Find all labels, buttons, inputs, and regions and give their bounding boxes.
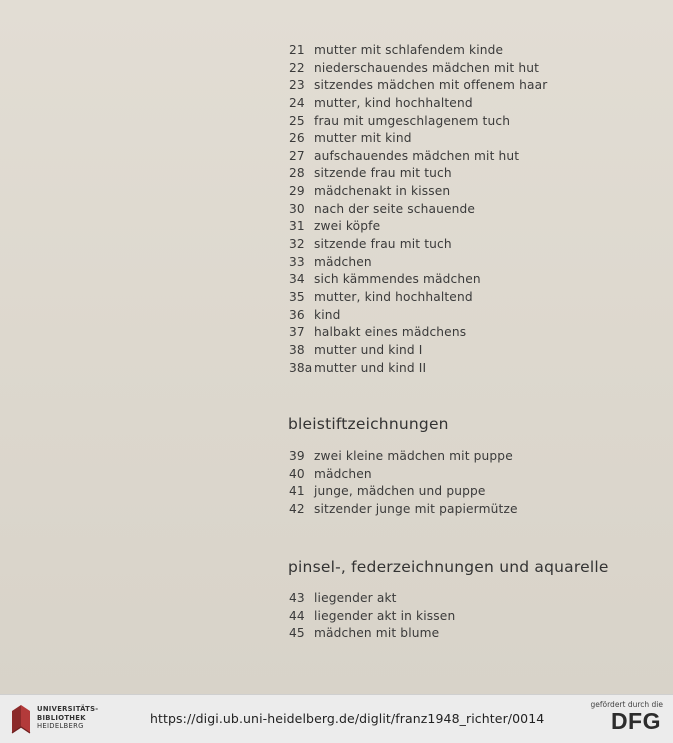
catalog-number: 24 [289, 95, 305, 110]
catalog-number: 35 [289, 289, 305, 304]
catalog-entry [289, 342, 547, 360]
catalog-number: 32 [289, 237, 305, 252]
library-seal-icon [8, 703, 34, 735]
catalog-title: niederschauendes mädchen mit hut [314, 60, 540, 75]
catalog-entry [289, 95, 547, 113]
catalog-number: 39 [289, 449, 305, 463]
catalog-entry [289, 625, 455, 643]
catalog-number: 34 [289, 272, 305, 287]
catalog-entry [289, 60, 547, 78]
catalog-number: 36 [289, 307, 305, 322]
library-name-line: BIBLIOTHEK [37, 713, 86, 722]
catalog-entry [289, 165, 547, 183]
catalog-list-pencil-drawings [289, 448, 518, 519]
catalog-entry [289, 271, 547, 289]
catalog-number: 37 [289, 325, 305, 340]
catalog-title: mädchen [314, 466, 372, 481]
catalog-title: mädchen mit blume [314, 626, 440, 641]
catalog-title: sich kämmendes mädchen [314, 272, 481, 287]
section-heading-brush-pen-watercolor: pinsel-, federzeichnungen und aquarelle [288, 558, 609, 576]
catalog-list-brush-pen-watercolor [289, 590, 455, 643]
catalog-title: liegender akt in kissen [314, 608, 456, 623]
catalog-entry [289, 77, 547, 95]
library-name-line: HEIDELBERG [37, 722, 84, 730]
funding-caption: gefördert durch die [590, 700, 663, 709]
catalog-number: 45 [289, 626, 305, 641]
catalog-entry [289, 590, 455, 608]
catalog-entry [289, 113, 547, 131]
catalog-list-paintings [289, 42, 547, 377]
catalog-title: liegender akt [314, 591, 397, 605]
catalog-title: halbakt eines mädchens [314, 325, 467, 340]
catalog-title: aufschauendes mädchen mit hut [314, 148, 520, 163]
viewer-footer-bar [0, 694, 673, 743]
catalog-entry [289, 218, 547, 236]
catalog-number: 33 [289, 254, 305, 269]
catalog-number: 38a [289, 360, 313, 375]
catalog-number: 40 [289, 466, 305, 481]
catalog-title: mutter mit kind [314, 131, 412, 146]
catalog-title: frau mit umgeschlagenem tuch [314, 113, 511, 128]
catalog-number: 31 [289, 219, 305, 234]
catalog-number: 23 [289, 78, 305, 93]
catalog-number: 30 [289, 201, 305, 216]
catalog-number: 29 [289, 184, 305, 199]
catalog-number: 25 [289, 113, 305, 128]
catalog-number: 26 [289, 131, 305, 146]
catalog-number: 22 [289, 60, 305, 75]
catalog-entry [289, 201, 547, 219]
catalog-number: 43 [289, 591, 305, 605]
catalog-number: 42 [289, 501, 305, 516]
catalog-number: 41 [289, 484, 305, 499]
catalog-number: 21 [289, 43, 305, 57]
catalog-title: sitzender junge mit papiermütze [314, 501, 518, 516]
library-name-line: UNIVERSITÄTS- [37, 705, 99, 713]
catalog-title: sitzende frau mit tuch [314, 166, 452, 181]
library-logo-text[interactable] [37, 705, 98, 731]
catalog-title: zwei kleine mädchen mit puppe [314, 449, 513, 463]
catalog-entry [289, 448, 518, 466]
catalog-entry [289, 183, 547, 201]
catalog-number: 38 [289, 342, 305, 357]
catalog-title: mutter, kind hochhaltend [314, 289, 473, 304]
catalog-entry [289, 466, 518, 484]
catalog-title: sitzendes mädchen mit offenem haar [314, 78, 548, 93]
catalog-entry [289, 289, 547, 307]
catalog-title: mutter und kind I [314, 342, 423, 357]
catalog-entry [289, 130, 547, 148]
catalog-title: mutter, kind hochhaltend [314, 95, 473, 110]
catalog-entry [289, 148, 547, 166]
catalog-title: mutter mit schlafendem kinde [314, 43, 504, 57]
catalog-title: nach der seite schauende [314, 201, 476, 216]
catalog-entry [289, 307, 547, 325]
catalog-title: junge, mädchen und puppe [314, 484, 486, 499]
catalog-entry [289, 501, 518, 519]
section-heading-pencil-drawings: bleistiftzeichnungen [288, 415, 449, 433]
catalog-entry [289, 608, 455, 626]
catalog-title: zwei köpfe [314, 219, 381, 234]
catalog-entry [289, 254, 547, 272]
catalog-number: 27 [289, 148, 305, 163]
catalog-title: mädchenakt in kissen [314, 184, 451, 199]
catalog-title: kind [314, 307, 341, 322]
catalog-entry [289, 360, 547, 378]
dfg-logo[interactable]: DFG [610, 708, 661, 734]
catalog-title: sitzende frau mit tuch [314, 237, 452, 252]
catalog-entry [289, 42, 547, 60]
catalog-title: mutter und kind II [314, 360, 427, 375]
catalog-entry [289, 324, 547, 342]
catalog-number: 44 [289, 608, 305, 623]
catalog-entry [289, 236, 547, 254]
permalink-url[interactable]: https://digi.ub.uni-heidelberg.de/diglit/franz1948_richter/0014 [150, 711, 545, 726]
catalog-entry [289, 483, 518, 501]
catalog-title: mädchen [314, 254, 372, 269]
catalog-number: 28 [289, 166, 305, 181]
